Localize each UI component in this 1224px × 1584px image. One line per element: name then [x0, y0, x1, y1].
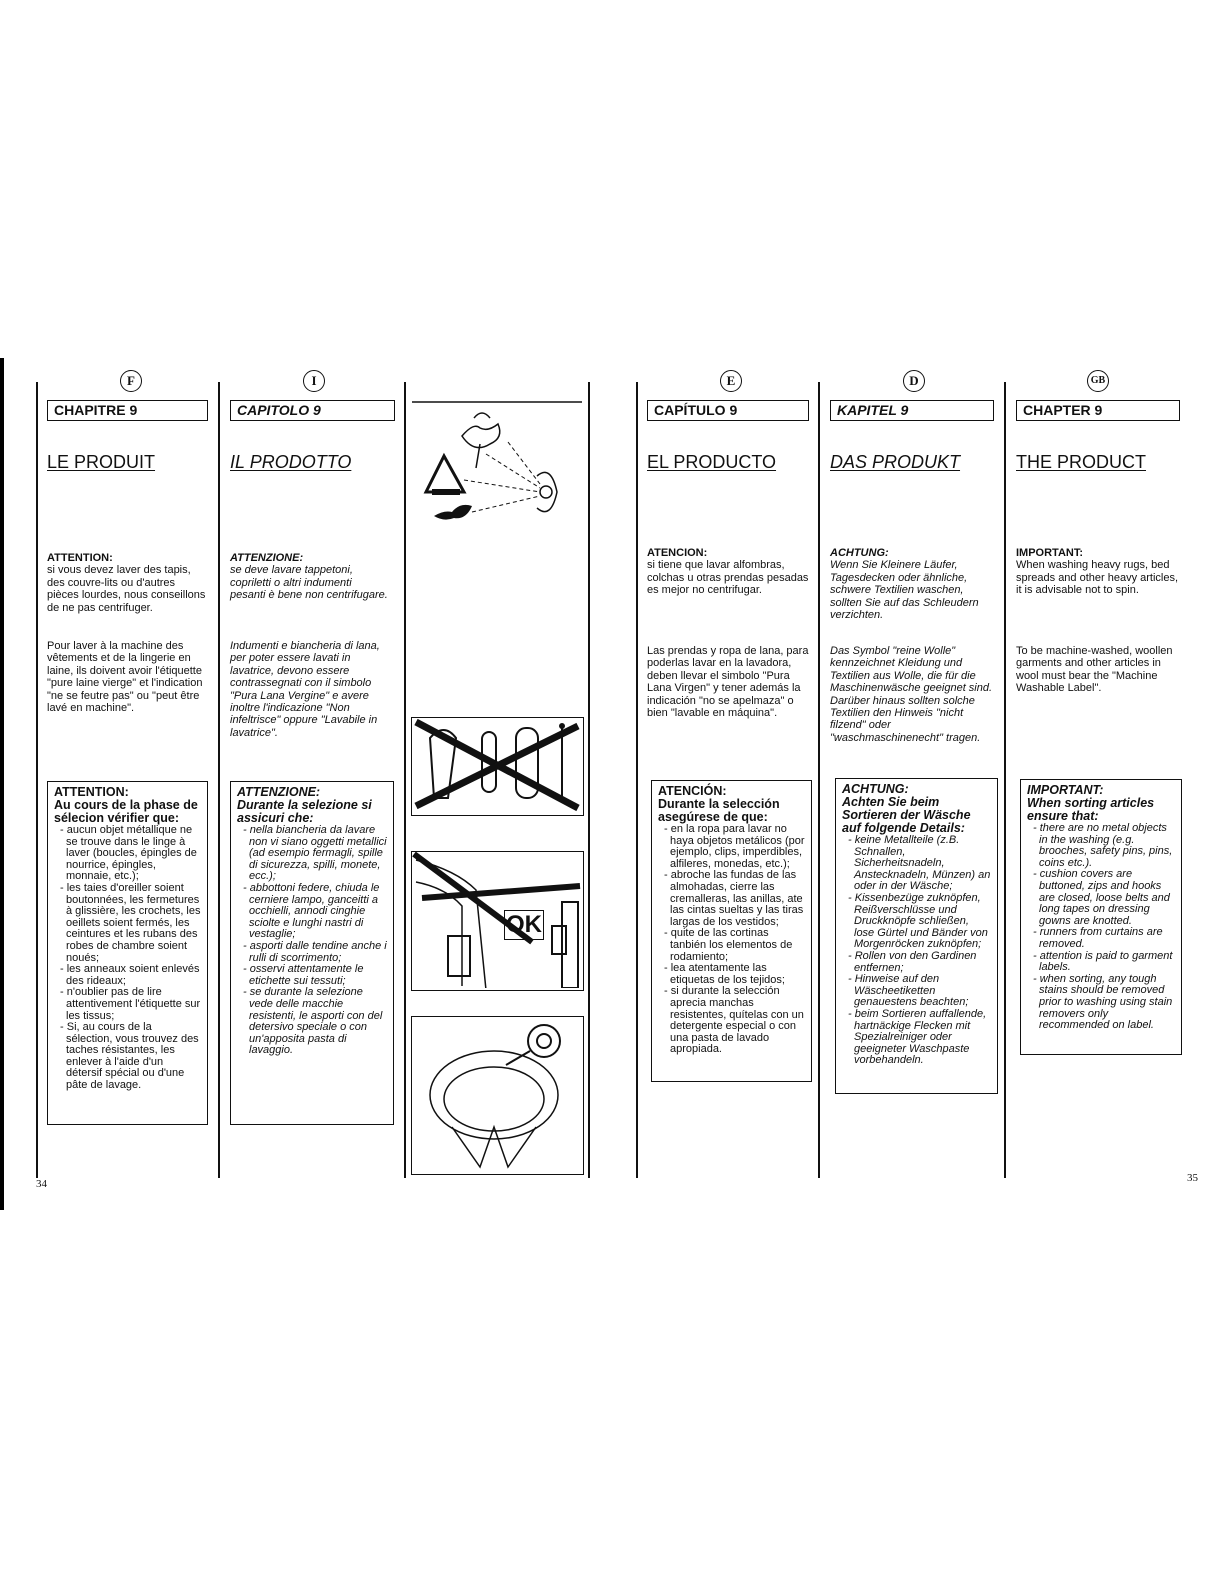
- list-item: - Kissenbezüge zuknöpfen, Reißverschlüsse und Druckknöpfe schließen, lose Gürtel und Bänder von Morgenröcken zuknöpfen;: [848, 893, 991, 951]
- ok-label-box: [504, 910, 544, 940]
- sorting-checklist-box: [1020, 779, 1182, 1055]
- list-item: - abroche las fundas de las almohadas, cierre las cremalleras, las anillas, ate las cintas sueltas y las tiras largas de los vestidos;: [664, 870, 805, 928]
- chapter-heading: CHAPITRE 9: [47, 400, 208, 421]
- binding-edge: [0, 358, 4, 1210]
- list-item: - nella biancheria da lavare non vi siano oggetti metallici (ad esempio fermagli, spille di sicurezza, spilli, monete, ecc.);: [243, 825, 387, 883]
- section-title: LE PRODUIT: [47, 452, 156, 472]
- care-symbols-illustration: [412, 396, 582, 546]
- list-item: - beim Sortieren auffallende, hartnäckige Flecken mit Spezialreiniger oder geeigneter Waschpaste vorbehandeln.: [848, 1009, 991, 1067]
- list-item: - si durante la selección aprecia manchas resistentes, quítelas con un detergente especial o con una pasta de lavado apropiada.: [664, 986, 805, 1056]
- attention-text: si tiene que lavar alfombras, colchas u otras prendas pesadas es mejor no centrifugar.: [647, 559, 809, 597]
- section-title: THE PRODUCT: [1016, 452, 1146, 472]
- list-item: - quite de las cortinas tanbién los elementos de rodamiento;: [664, 928, 805, 963]
- attention-paragraph: [647, 547, 809, 597]
- wool-paragraph: Pour laver à la machine des vêtements et de la lingerie en laine, ils doivent avoir l'étiquette "pure laine vierge" et l'indication "ne se feutre pas" ou "peut être lavé en machine".: [47, 640, 203, 715]
- list-item: - aucun objet métallique ne se trouve dans le linge à laver (boucles, épingles de nourrice, épingles, monnaie, etc.);: [60, 825, 201, 883]
- section-title: IL PRODOTTO: [230, 452, 352, 472]
- list-item: - les taies d'oreiller soient boutonnées, les fermetures à glissière, les crochets, les oeillets soient fermés, les ceintures et les rubans des robes de chambre soient noués;: [60, 883, 201, 964]
- attention-label: ACHTUNG:: [830, 547, 889, 559]
- language-badge: I: [303, 370, 325, 392]
- attention-text: When washing heavy rugs, bed spreads and other heavy articles, it is advisable not to spin.: [1016, 559, 1179, 597]
- list-item: - les anneaux soient enlevés des rideaux;: [60, 964, 201, 987]
- list-item: - abbottoni federe, chiuda le cerniere lampo, ganceitti a occhielli, annodi cinghie sciolte e lunghi nastri di vestaglie;: [243, 883, 387, 941]
- column-rule: [36, 382, 38, 1178]
- column-rule: [588, 382, 590, 1178]
- ok-label: OK: [506, 911, 542, 938]
- checklist: [54, 825, 201, 1092]
- list-item: - attention is paid to garment labels.: [1033, 951, 1175, 974]
- attention-label: ATENCION:: [647, 547, 708, 559]
- checklist: [658, 824, 805, 1056]
- sorting-checklist-box: [230, 781, 394, 1125]
- metal-objects-icon: [412, 718, 582, 814]
- list-item: - Rollen von den Gardinen entfernen;: [848, 951, 991, 974]
- box-heading: ATENCIÓN:: [658, 784, 727, 798]
- box-heading: ATTENTION:: [54, 785, 129, 799]
- wool-paragraph: Das Symbol "reine Wolle" kennzeichnet Kleidung und Textilien aus Wolle, die für die Maschinenwäsche geeignet sind. Darüber hinaus sollten solche Textilien den Hinweis "nicht filzend" oder "waschmaschinenecht" tragen.: [830, 645, 993, 744]
- list-item: - Hinweise auf den Wäscheetiketten genauestens beachten;: [848, 974, 991, 1009]
- attention-paragraph: [830, 547, 998, 621]
- section-title: EL PRODUCTO: [647, 452, 777, 472]
- sorting-checklist-box: [47, 781, 208, 1125]
- attention-label: ATTENZIONE:: [230, 552, 304, 564]
- page-number: 35: [1187, 1172, 1198, 1184]
- attention-text: Wenn Sie Kleinere Läufer, Tagesdecken oder ähnliche, schwere Textilien waschen, sollten Sie auf das Schleudern verzichten.: [830, 559, 979, 622]
- attention-paragraph: [47, 552, 207, 614]
- column-rule: [818, 382, 820, 1178]
- wool-paragraph: Indumenti e biancheria di lana, per poter essere lavati in lavatrice, devono essere contrassegnati con il simbolo "Pura Lana Vergine" e avere inoltre l'indicazione "Non infeltrisce" oppure "Lavabile in lavatrice".: [230, 640, 380, 739]
- attention-text: si vous devez laver des tapis, des couvre-lits ou d'autres pièces lourdes, nous conseillons de ne pas centrifuger.: [47, 564, 206, 614]
- list-item: - cushion covers are buttoned, zips and hooks are closed, loose belts and long tapes on dressing gowns are knotted.: [1033, 869, 1175, 927]
- list-item: - asporti dalle tendine anche i rulli di scorrimento;: [243, 941, 387, 964]
- box-subheading: Durante la selezione si assicuri che:: [237, 798, 372, 825]
- column-rule: [636, 382, 638, 1178]
- chapter-heading: CAPITOLO 9: [230, 400, 395, 421]
- language-badge: D: [903, 370, 925, 392]
- collar-stain-illustration: [411, 1016, 584, 1175]
- list-item: - lea atentamente las etiquetas de los tejidos;: [664, 963, 805, 986]
- checklist: [237, 825, 387, 1057]
- column-rule: [1004, 382, 1006, 1178]
- chapter-heading: KAPITEL 9: [830, 400, 994, 421]
- chapter-heading: CAPÍTULO 9: [647, 400, 809, 421]
- sorting-checklist-box: [651, 780, 812, 1082]
- list-item: - Si, au cours de la sélection, vous trouvez des taches résistantes, les enlever à l'aide d'un détersif spécial ou d'une pâte de lavage.: [60, 1022, 201, 1092]
- list-item: - osservi attentamente le etichette sui tessuti;: [243, 964, 387, 987]
- box-heading: ACHTUNG:: [842, 782, 909, 796]
- box-subheading: Achten Sie beim Sortieren der Wäsche auf folgende Details:: [842, 795, 971, 835]
- shirt-collar-icon: [412, 1017, 582, 1173]
- list-item: - se durante la selezione vede delle macchie resistenti, le asporti con del detersivo speciale o con un'apposita pasta di lavaggio.: [243, 987, 387, 1057]
- checklist: [1027, 823, 1175, 1032]
- checklist: [842, 835, 991, 1067]
- attention-paragraph: [1016, 547, 1182, 597]
- list-item: - there are no metal objects in the washing (e.g. brooches, safety pins, pins, coins etc.).: [1033, 823, 1175, 869]
- list-item: - n'oublier pas de lire attentivement l'étiquette sur les tissus;: [60, 987, 201, 1022]
- attention-label: IMPORTANT:: [1016, 547, 1084, 559]
- list-item: - when sorting, any tough stains should be removed prior to washing using stain removers only recommended on label.: [1033, 974, 1175, 1032]
- section-title: DAS PRODUKT: [830, 452, 961, 472]
- sorting-checklist-box: [835, 778, 998, 1094]
- metal-objects-crossed-illustration: [411, 717, 584, 816]
- box-subheading: Au cours de la phase de sélecion vérifier que:: [54, 798, 198, 825]
- page-number: 34: [36, 1178, 47, 1190]
- attention-paragraph: [230, 552, 390, 602]
- column-rule: [404, 382, 406, 1178]
- box-heading: ATTENZIONE:: [237, 785, 321, 799]
- zipper-icon: [412, 852, 582, 988]
- box-subheading: When sorting articles ensure that:: [1027, 796, 1155, 823]
- language-badge: F: [120, 370, 142, 392]
- language-badge: E: [720, 370, 742, 392]
- list-item: - runners from curtains are removed.: [1033, 927, 1175, 950]
- zipper-illustration: [411, 851, 584, 991]
- list-item: - en la ropa para lavar no haya objetos metálicos (por ejemplo, clips, imperdibles, alfileres, monedas, etc.);: [664, 824, 805, 870]
- list-item: - keine Metallteile (z.B. Schnallen, Sicherheitsnadeln, Anstecknadeln, Münzen) an oder in der Wäsche;: [848, 835, 991, 893]
- wool-paragraph: To be machine-washed, woollen garments and other articles in wool must bear the "Machine Washable Label".: [1016, 645, 1173, 695]
- column-rule: [218, 382, 220, 1178]
- box-subheading: Durante la selección asegúrese de que:: [658, 797, 780, 824]
- language-badge: GB: [1087, 370, 1109, 392]
- attention-text: se deve lavare tappetoni, copriletti o altri indumenti pesanti è bene non centrifugare.: [230, 564, 388, 602]
- attention-label: ATTENTION:: [47, 552, 113, 564]
- box-heading: IMPORTANT:: [1027, 783, 1104, 797]
- chapter-heading: CHAPTER 9: [1016, 400, 1180, 421]
- wool-paragraph: Las prendas y ropa de lana, para poderlas lavar en la lavadora, deben llevar el simbolo "Pura Lana Virgen" y tener además la indicación "no se apelmaza" o bien "lavable en máquina".: [647, 645, 809, 720]
